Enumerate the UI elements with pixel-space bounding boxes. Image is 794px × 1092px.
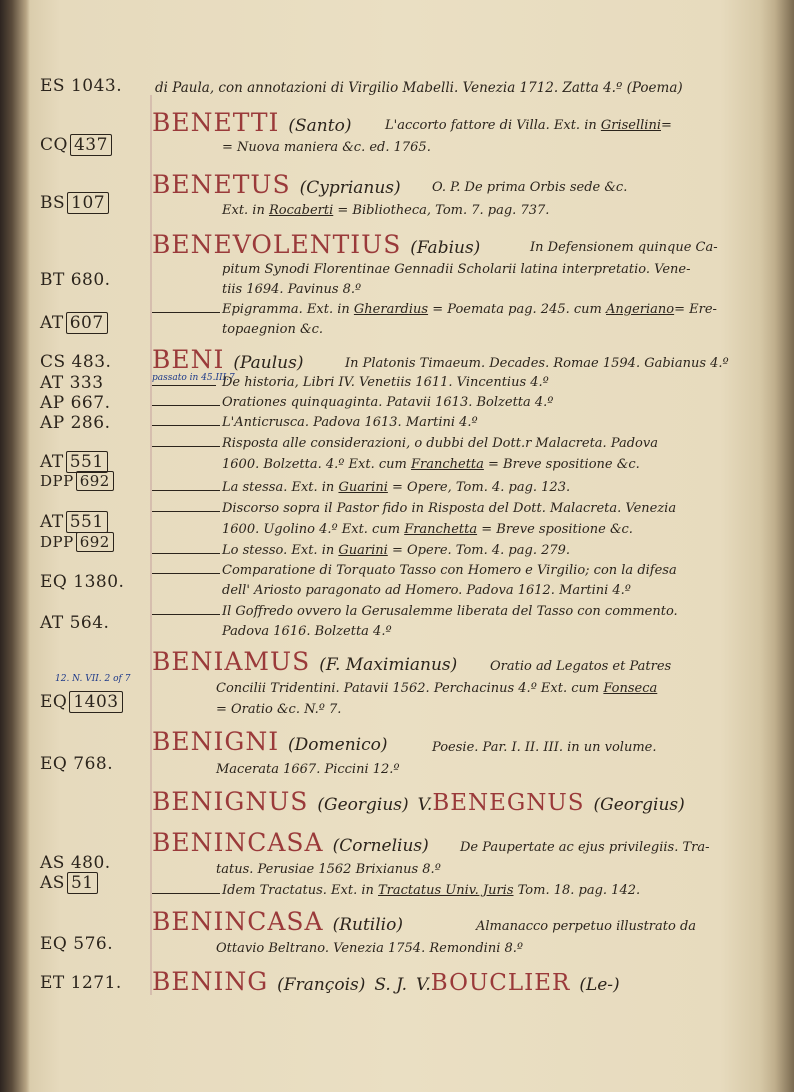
author-name: (Cornelius) [332, 836, 429, 856]
entry-text: Orationes quinquaginta. Patavii 1613. Bolzetta 4.º [222, 395, 554, 410]
see-reference: V. [417, 795, 433, 815]
author-name: (Rutilio) [332, 915, 403, 935]
author-name: (Cyprianus) [299, 178, 401, 198]
shelf-code: DPP 692 [40, 533, 114, 551]
entry-heading: BENIGNUS (Georgius) V.BENEGNUS (Georgius) [152, 787, 685, 816]
entry-text: Epigramma. Ext. in Gherardius = Poemata pag. 245. cum Angeriano= Ere- [222, 302, 717, 317]
ditto-rule [152, 312, 220, 313]
book-binding [0, 0, 30, 1092]
entry-text: Oratio ad Legatos et Patres [490, 659, 672, 674]
entry-text: 1600. Bolzetta. 4.º Ext. cum Franchetta = Breve spositione &c. [222, 457, 640, 472]
entry-text: = Nuova maniera &c. ed. 1765. [222, 140, 431, 155]
author-name: (Georgius) [317, 795, 409, 815]
ditto-rule [152, 573, 220, 574]
entry-heading: BENETTI (Santo) [152, 108, 352, 137]
entry-text: L'Anticrusca. Padova 1613. Martini 4.º [222, 415, 478, 430]
shelf-code: CS 483. [40, 352, 112, 372]
entry-text: De Paupertate ac ejus privilegiis. Tra- [460, 840, 710, 855]
entry-text: Concilii Tridentini. Patavii 1562. Perchacinus 4.º Ext. cum Fonseca [216, 681, 658, 696]
shelf-code: AS 480. [40, 853, 111, 873]
ditto-rule [152, 425, 220, 426]
ditto-rule [152, 893, 220, 894]
shelf-box: 607 [66, 312, 108, 334]
entry-text: tiis 1694. Pavinus 8.º [222, 282, 362, 297]
entry-text: Ext. in Rocaberti = Bibliotheca, Tom. 7. pag. 737. [222, 203, 550, 218]
shelf-code: BS 107 [40, 193, 109, 213]
author-name: (Fabius) [410, 238, 481, 258]
entry-text: dell' Ariosto paragonato ad Homero. Padova 1612. Martini 4.º [222, 583, 631, 598]
entry-heading: BENEVOLENTIUS (Fabius) [152, 230, 481, 259]
shelf-code: AT 551 [40, 452, 108, 472]
shelf-code: EQ 576. [40, 934, 114, 954]
shelf-code: AP 667. [40, 393, 111, 413]
entry-text: Padova 1616. Bolzetta 4.º [222, 624, 392, 639]
entry-text: topaegnion &c. [222, 322, 323, 337]
shelf-code: EQ 1380. [40, 572, 125, 592]
entry-text: di Paula, con annotazioni di Virgilio Mabelli. Venezia 1712. Zatta 4.º (Poema) [155, 80, 683, 96]
entry-heading: BENI (Paulus) [152, 345, 304, 374]
entry-text: Poesie. Par. I. II. III. in un volume. [432, 740, 657, 755]
ditto-rule [152, 511, 220, 512]
entry-text: Lo stesso. Ext. in Guarini = Opere. Tom. 4. pag. 279. [222, 543, 571, 558]
entry-text: Risposta alle considerazioni, o dubbi del Dott.r Malacreta. Padova [222, 436, 658, 451]
entry-heading: BENETUS (Cyprianus) [152, 170, 401, 199]
entry-text: O. P. De prima Orbis sede &c. [432, 180, 628, 195]
shelf-code: AP 286. [40, 413, 111, 433]
author-name: (Domenico) [288, 735, 388, 755]
reference-heading: BENEGNUS [432, 790, 585, 816]
entry-text: Discorso sopra il Pastor fido in Risposta del Dott. Malacreta. Venezia [222, 501, 677, 516]
ditto-rule [152, 385, 216, 386]
shelf-code: EQ 768. [40, 754, 114, 774]
entry-heading: BENINCASA (Rutilio) [152, 907, 403, 936]
ditto-rule [152, 446, 220, 447]
shelf-code: AS 51 [40, 873, 98, 893]
entry-heading: BENIGNI (Domenico) [152, 727, 388, 756]
shelf-box: 1403 [69, 691, 122, 713]
shelf-box: 692 [76, 532, 114, 552]
shelf-code: DPP 692 [40, 472, 114, 490]
shelf-code: BT 680. [40, 270, 111, 290]
entry-text: Il Goffredo ovvero la Gerusalemme liberata del Tasso con commento. [222, 604, 678, 619]
entry-text: Macerata 1667. Piccini 12.º [216, 762, 400, 777]
entry-heading: BENIAMUS (F. Maximianus) [152, 647, 458, 676]
shelf-code: AT 551 [40, 512, 108, 532]
shelf-box: 51 [67, 872, 98, 894]
shelf-code: ES 1043. [40, 76, 123, 96]
entry-text: De historia, Libri IV. Venetiis 1611. Vincentius 4.º [222, 375, 549, 390]
author-name: (Santo) [288, 116, 352, 136]
entry-text: tatus. Perusiae 1562 Brixianus 8.º [216, 862, 441, 877]
shelf-code: AT 564. [40, 613, 110, 633]
shelf-code: AT 333 [40, 373, 104, 393]
author-name: (F. Maximianus) [319, 655, 458, 675]
shelf-code: AT 607 [40, 313, 108, 333]
entry-text: Comparatione di Torquato Tasso con Homero e Virgilio; con la difesa [222, 563, 677, 578]
entry-text: Idem Tractatus. Ext. in Tractatus Univ. Juris Tom. 18. pag. 142. [222, 883, 641, 898]
ditto-rule [152, 490, 220, 491]
entry-text: = Oratio &c. N.º 7. [216, 702, 342, 717]
entry-text: pitum Synodi Florentinae Gennadii Scholarii latina interpretatio. Vene- [222, 262, 691, 277]
entry-text: L'accorto fattore di Villa. Ext. in Grisellini= [385, 118, 672, 133]
ditto-rule [152, 553, 220, 554]
entry-text: La stessa. Ext. in Guarini = Opere, Tom. 4. pag. 123. [222, 480, 571, 495]
shelf-code: CQ 437 [40, 135, 112, 155]
pencil-note: 12. N. VII. 2 of 7 [55, 674, 131, 684]
entry-text: In Platonis Timaeum. Decades. Romae 1594. Gabianus 4.º [345, 356, 729, 371]
shelf-code: EQ 1403 [40, 692, 123, 712]
ditto-rule [152, 405, 220, 406]
shelf-box: 692 [76, 471, 114, 491]
reference-author: (Le-) [579, 975, 620, 995]
shelf-box: 551 [66, 451, 108, 473]
entry-heading: BENING (François) S. J. V.BOUCLIER (Le-) [152, 967, 620, 996]
entry-text: Ottavio Beltrano. Venezia 1754. Remondini 8.º [216, 941, 524, 956]
shelf-box: 551 [66, 511, 108, 533]
entry-text: Almanacco perpetuo illustrato da [476, 919, 697, 934]
reference-author: (Georgius) [593, 795, 685, 815]
pencil-note: passato in 45.III.7 [152, 373, 235, 383]
shelf-box: 107 [67, 192, 109, 214]
see-reference: V. [416, 975, 431, 995]
entry-text: In Defensionem quinque Ca- [530, 240, 718, 255]
entry-heading: BENINCASA (Cornelius) [152, 828, 429, 857]
shelf-box: 437 [70, 134, 112, 156]
entry-text: 1600. Ugolino 4.º Ext. cum Franchetta = Breve spositione &c. [222, 522, 633, 537]
author-name: (Paulus) [233, 353, 304, 373]
reference-heading: BOUCLIER [430, 970, 571, 996]
ditto-rule [152, 614, 220, 615]
order-abbreviation: S. J. [374, 975, 408, 995]
author-name: (François) [277, 975, 366, 995]
shelf-code: ET 1271. [40, 973, 122, 993]
